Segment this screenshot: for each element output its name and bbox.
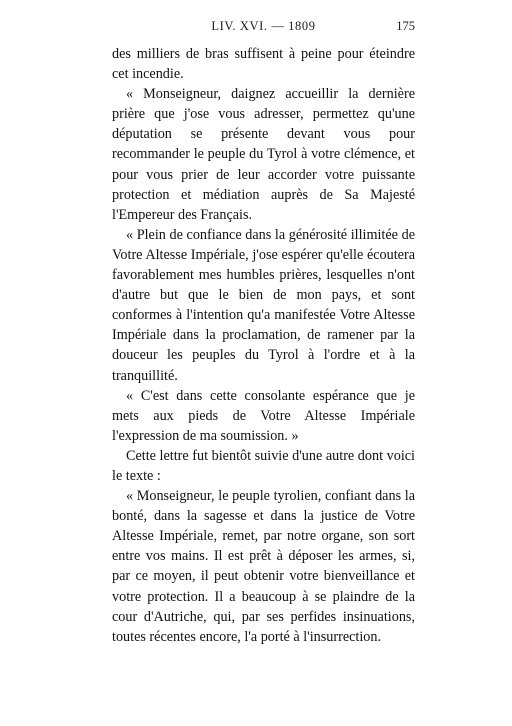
paragraph-second-letter: « Monseigneur, le peuple tyrolien, confiant dans la bonté, dans la sagesse et dans la justice de Votre Altesse Impériale, remet, par notre organe, son sort entre vos mains. Il est prêt à déposer les armes, si, par ce moyen, il peut obtenir votre bienveillance et votre protection. Il a beaucoup à se plaindre de la cour d'Autriche, qui, par ses perfides insinuations, toutes récentes encore, l'a porté à l'insurrection. [112, 488, 415, 645]
page-number: 175 [396, 19, 415, 33]
paragraph-narration: Cette lettre fut bientôt suivie d'une autre dont voici le texte : [112, 447, 415, 484]
paragraph-letter-confidence: « Plein de confiance dans la générosité illimitée de Votre Altesse Impériale, j'ose espérer qu'elle écoutera favorablement mes humbles prières, lesquelles n'ont d'autre but que le bien de mon pays, et sont conformes à l'intention qu'a manifestée Votre Altesse Impériale dans la proclamation, de ramener par la douceur les peuples du Tyrol à l'ordre et à la tranquillité. [112, 226, 415, 384]
paragraph-letter-submission: « C'est dans cette consolante espérance que je mets aux pieds de Votre Altesse Impériale l'expression de ma soumission. » [112, 387, 415, 444]
paragraph-continuation: des milliers de bras suffisent à peine pour éteindre cet incendie. [112, 46, 415, 83]
running-title: LIV. XVI. — 1809 [211, 19, 316, 33]
paragraph-letter-plea: « Monseigneur, daignez accueillir la dernière prière que j'ose vous adresser, permettez qu'une députation se présente devant vous pour recommander le peuple du Tyrol à votre clémence, et pour vous prier de leur accorder votre puissante protection et médiation auprès de Sa Majesté l'Empereur des Français. [112, 86, 415, 223]
page-header [112, 19, 415, 37]
body-text [112, 44, 415, 647]
